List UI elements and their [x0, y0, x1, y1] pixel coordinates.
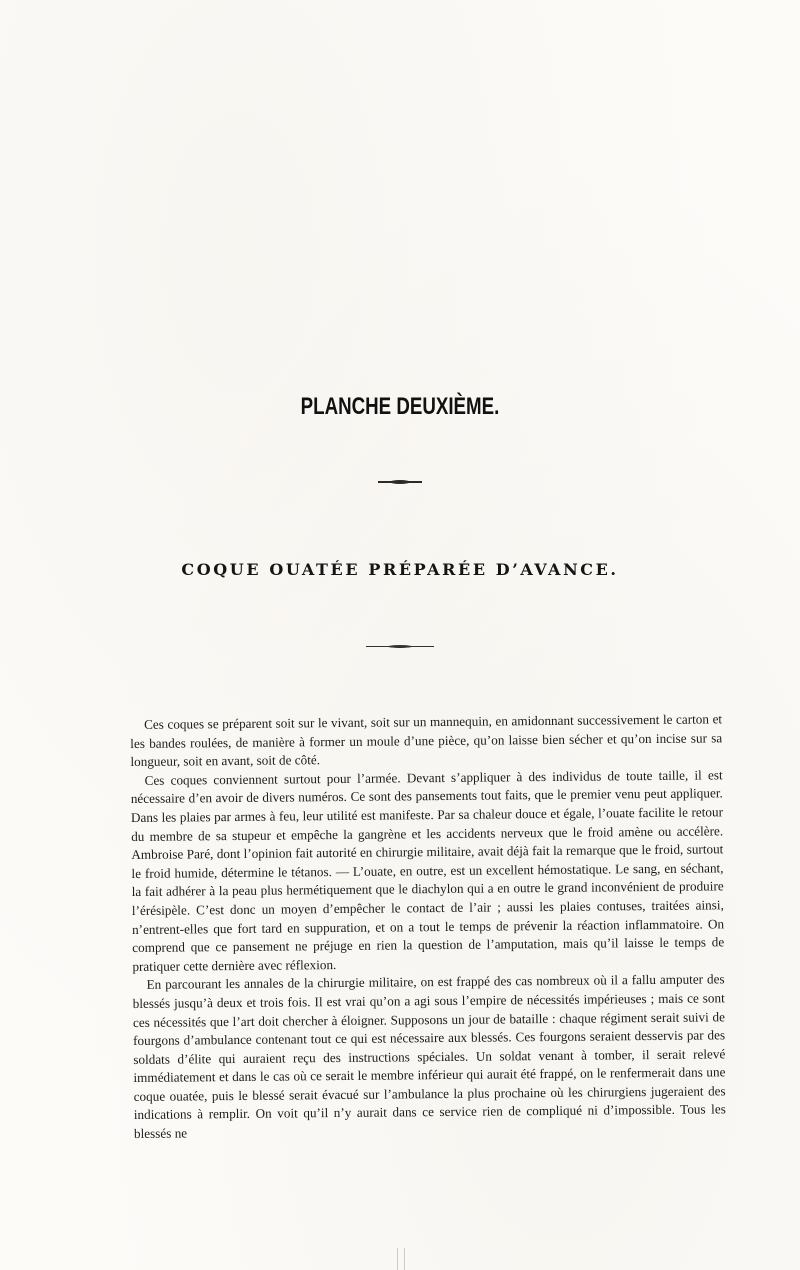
paragraph-1: Ces coques se préparent soit sur le vivant, soit sur un mannequin, en amidonnant successivement le carton et les bandes roulées, de manière à former un moule d’une pièce, qu’on laisse bien sécher et qu’on incise sur sa longueur, soit en avant, soit de côté.: [130, 711, 723, 770]
binding-mark: [397, 1248, 405, 1270]
body-text: [130, 710, 726, 1143]
paragraph-3: En parcourant les annales de la chirurgie militaire, on est frappé des cas nombreux où il a fallu amputer des blessés jusqu’à deux et trois fois. Il est vrai qu’on a agi sous l’empire de nécessités impérieuses ; mais ce sont ces nécessités que l’art doit chercher à éloigner. Supposons un jour de bataille : chaque régiment serait suivi de fourgons d’ambulance contenant tout ce qui est nécessaire aux blessés. Ces fourgons seraient desservis par des soldats d’élite qui auraient reçu des instructions spéciales. Un soldat venant à tomber, il serait relevé immédiatement et dans le cas où ce serait le membre inférieur qui aurait été frappé, on le renfermerait dans une coque ouatée, puis le blessé serait évacué sur l’ambulance la plus prochaine où les chirurgiens jugeraient des indications à remplir. On voit qu’il n’y aurait dans ce service rien de compliqué ni d’impossible. Tous les blessés ne: [132, 971, 726, 1142]
paragraph-2: Ces coques conviennent surtout pour l’armée. Devant s’appliquer à des individus de toute taille, il est nécessaire d’en avoir de divers numéros. Ce sont des pansements tout faits, que le premier venu peut appliquer. Dans les plaies par armes à feu, leur utilité est manifeste. Par sa chaleur douce et égale, l’ouate facilite le retour du membre de sa stupeur et empêche la gangrène et les accidents nerveux que le froid amène ou accélère. Ambroise Paré, dont l’opinion fait autorité en chirurgie militaire, avait déjà fait la remarque que le froid, surtout le froid humide, détermine le tétanos. — L’ouate, en outre, est un excellent hémostatique. Le sang, en séchant, la fait adhérer à la peau plus hermétiquement que le diachylon qui a en outre le grand inconvénient de produire l’érésipèle. C’est donc un moyen d’empêcher le contact de l’air ; aussi les plaies contuses, traitées ainsi, n’entrent-elles que fort tard en suppuration, et on a tout le temps de prévenir la réaction inflammatoire. On comprend que ce pansement ne préjuge en rien la question de l’amputation, mais qu’il laisse le temps de pratiquer cette dernière avec réflexion.: [130, 767, 725, 974]
ornamental-rule-bottom: [366, 646, 434, 647]
section-subtitle: COQUE OUATÉE PRÉPARÉE D’AVANCE.: [181, 560, 619, 579]
plate-title: PLANCHE DEUXIÈME.: [300, 393, 500, 420]
ornamental-rule-top: [378, 481, 422, 483]
